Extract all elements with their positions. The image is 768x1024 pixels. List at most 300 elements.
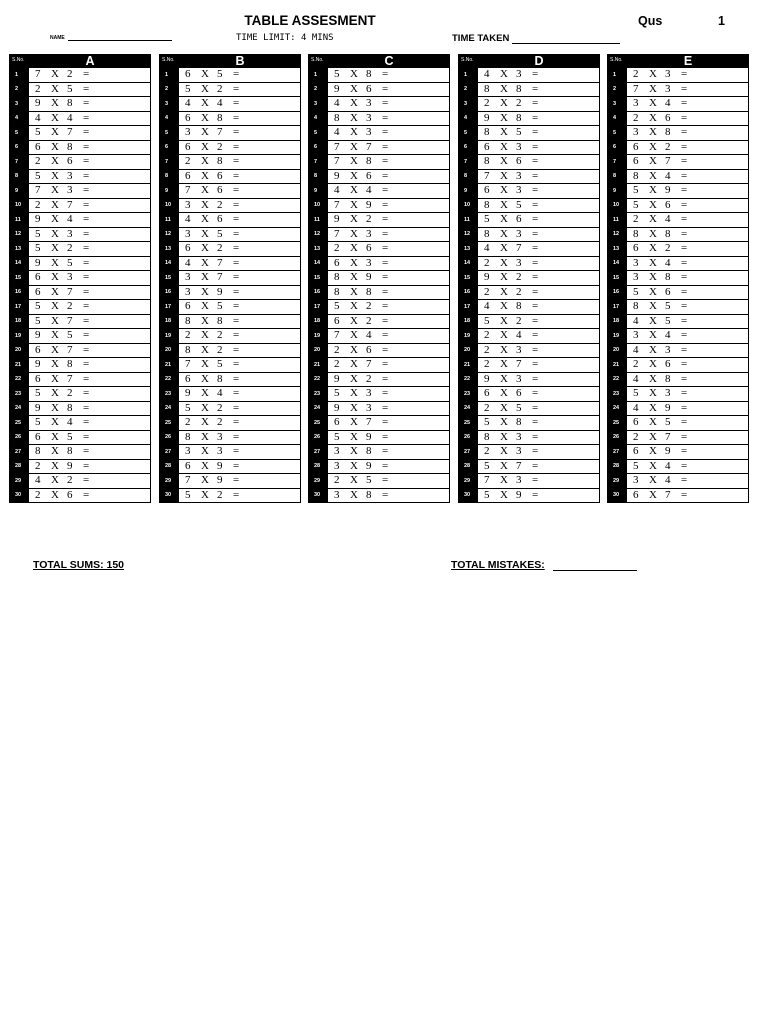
serial-number: 12 [458, 228, 478, 242]
times-sign: X [500, 430, 508, 443]
question-cell[interactable] [627, 474, 749, 488]
equals-sign: = [83, 271, 90, 283]
equals-sign: = [681, 358, 688, 370]
equals-sign: = [382, 169, 389, 182]
question-cell[interactable] [627, 416, 749, 430]
question-cell[interactable] [627, 97, 749, 111]
question-row [308, 358, 450, 373]
times-sign: X [201, 242, 209, 254]
multiplier: 7 [67, 126, 73, 138]
times-sign: X [350, 488, 358, 501]
equals-sign: = [382, 97, 389, 109]
question-cell[interactable] [478, 257, 600, 271]
question-cell[interactable] [29, 329, 151, 343]
question-cell[interactable] [328, 315, 450, 329]
multiplicand: 5 [185, 488, 191, 501]
serial-number: 21 [9, 358, 29, 372]
multiplicand: 3 [185, 445, 191, 457]
question-cell[interactable] [328, 300, 450, 314]
question-cell[interactable] [29, 141, 151, 155]
multiplier: 3 [366, 256, 372, 269]
question-row [9, 155, 151, 170]
question-cell[interactable] [627, 83, 749, 97]
question-cell[interactable] [478, 242, 600, 256]
question-row [159, 97, 301, 112]
multiplier: 8 [217, 314, 223, 327]
question-cell[interactable] [179, 257, 301, 271]
multiplicand: 9 [35, 256, 41, 269]
question-cell[interactable] [627, 228, 749, 242]
question-cell[interactable] [627, 257, 749, 271]
qus-number: 1 [718, 14, 725, 28]
question-cell[interactable] [478, 199, 600, 213]
question-cell[interactable] [328, 387, 450, 401]
equals-sign: = [382, 343, 389, 356]
serial-number: 17 [159, 300, 179, 314]
question-cell[interactable] [179, 286, 301, 300]
time-taken-label: TIME TAKEN [452, 33, 510, 44]
serial-number: 15 [607, 271, 627, 285]
equals-sign: = [532, 474, 539, 486]
multiplier: 6 [366, 82, 372, 95]
multiplier: 6 [665, 111, 671, 124]
times-sign: X [500, 459, 508, 472]
serial-number: 18 [458, 315, 478, 329]
question-cell[interactable] [328, 460, 450, 474]
multiplicand: 2 [484, 285, 490, 298]
equals-sign: = [532, 445, 539, 457]
multiplier: 5 [516, 401, 522, 414]
question-cell[interactable] [179, 489, 301, 503]
question-row [607, 344, 749, 359]
question-cell[interactable] [478, 416, 600, 430]
question-cell[interactable] [29, 344, 151, 358]
multiplier: 6 [217, 169, 223, 182]
question-row [9, 141, 151, 156]
question-cell[interactable] [179, 300, 301, 314]
question-cell[interactable] [29, 286, 151, 300]
column-a [9, 54, 151, 503]
question-row [159, 431, 301, 446]
multiplicand: 8 [484, 82, 490, 95]
multiplicand: 8 [185, 314, 191, 327]
equals-sign: = [83, 358, 90, 370]
question-cell[interactable] [627, 300, 749, 314]
times-sign: X [500, 329, 508, 341]
question-cell[interactable] [627, 373, 749, 387]
equals-sign: = [382, 256, 389, 269]
question-cell[interactable] [478, 184, 600, 198]
question-cell[interactable] [179, 416, 301, 430]
question-cell[interactable] [179, 402, 301, 416]
question-cell[interactable] [179, 387, 301, 401]
times-sign: X [51, 126, 59, 138]
multiplicand: 5 [35, 227, 41, 240]
serial-number: 11 [159, 213, 179, 227]
question-cell[interactable] [478, 387, 600, 401]
question-cell[interactable] [29, 126, 151, 140]
question-cell[interactable] [627, 155, 749, 169]
multiplicand: 3 [633, 97, 639, 109]
times-sign: X [51, 401, 59, 414]
question-cell[interactable] [29, 416, 151, 430]
question-cell[interactable] [478, 474, 600, 488]
equals-sign: = [233, 358, 240, 370]
question-cell[interactable] [29, 402, 151, 416]
question-cell[interactable] [328, 242, 450, 256]
question-cell[interactable] [29, 199, 151, 213]
question-cell[interactable] [328, 431, 450, 445]
name-label: NAME [50, 35, 65, 41]
serial-number: 12 [607, 228, 627, 242]
multiplier: 4 [217, 387, 223, 399]
question-cell[interactable] [179, 431, 301, 445]
question-cell[interactable] [627, 199, 749, 213]
question-cell[interactable] [179, 170, 301, 184]
question-cell[interactable] [478, 155, 600, 169]
question-cell[interactable] [328, 141, 450, 155]
question-cell[interactable] [179, 155, 301, 169]
question-cell[interactable] [328, 373, 450, 387]
times-sign: X [201, 111, 209, 124]
question-cell[interactable] [478, 460, 600, 474]
times-sign: X [201, 97, 209, 109]
question-cell[interactable] [478, 97, 600, 111]
multiplicand: 2 [35, 155, 41, 167]
equals-sign: = [532, 300, 539, 312]
times-sign: X [649, 358, 657, 370]
equals-sign: = [681, 401, 688, 414]
equals-sign: = [532, 140, 539, 153]
question-cell[interactable] [328, 402, 450, 416]
multiplier: 2 [665, 242, 671, 254]
question-cell[interactable] [328, 286, 450, 300]
serial-number: 19 [9, 329, 29, 343]
question-cell[interactable] [29, 213, 151, 227]
question-cell[interactable] [179, 83, 301, 97]
equals-sign: = [83, 155, 90, 167]
multiplicand: 8 [185, 343, 191, 356]
question-cell[interactable] [29, 170, 151, 184]
question-cell[interactable] [478, 83, 600, 97]
question-cell[interactable] [627, 126, 749, 140]
equals-sign: = [83, 68, 90, 80]
question-cell[interactable] [627, 184, 749, 198]
question-cell[interactable] [627, 170, 749, 184]
question-row [607, 228, 749, 243]
question-cell[interactable] [179, 373, 301, 387]
question-cell[interactable] [29, 83, 151, 97]
question-cell[interactable] [328, 170, 450, 184]
column-header [9, 54, 151, 68]
question-row [458, 315, 600, 330]
column-e [607, 54, 749, 503]
question-cell[interactable] [29, 155, 151, 169]
times-sign: X [350, 387, 358, 399]
question-cell[interactable] [328, 97, 450, 111]
multiplier: 3 [516, 184, 522, 196]
times-sign: X [201, 198, 209, 211]
times-sign: X [51, 387, 59, 399]
question-cell[interactable] [29, 474, 151, 488]
question-cell[interactable] [328, 184, 450, 198]
question-cell[interactable] [29, 271, 151, 285]
question-cell[interactable] [627, 344, 749, 358]
times-sign: X [500, 401, 508, 414]
equals-sign: = [233, 416, 240, 428]
equals-sign: = [233, 271, 240, 283]
question-cell[interactable] [179, 68, 301, 82]
question-row [9, 83, 151, 98]
multiplier: 7 [67, 198, 73, 211]
question-row [458, 300, 600, 315]
question-cell[interactable] [328, 68, 450, 82]
question-cell[interactable] [478, 271, 600, 285]
multiplicand: 2 [633, 430, 639, 443]
column-header [458, 54, 600, 68]
question-cell[interactable] [627, 286, 749, 300]
question-cell[interactable] [29, 373, 151, 387]
question-cell[interactable] [627, 68, 749, 82]
question-cell[interactable] [328, 271, 450, 285]
question-cell[interactable] [179, 344, 301, 358]
equals-sign: = [382, 387, 389, 399]
equals-sign: = [382, 227, 389, 240]
question-cell[interactable] [478, 126, 600, 140]
question-cell[interactable] [478, 300, 600, 314]
question-cell[interactable] [179, 97, 301, 111]
question-cell[interactable] [627, 358, 749, 372]
question-cell[interactable] [179, 315, 301, 329]
times-sign: X [649, 256, 657, 269]
question-row [159, 83, 301, 98]
question-row [458, 112, 600, 127]
multiplicand: 6 [35, 140, 41, 153]
question-cell[interactable] [29, 242, 151, 256]
multiplicand: 2 [185, 416, 191, 428]
question-cell[interactable] [627, 213, 749, 227]
question-cell[interactable] [478, 489, 600, 503]
question-cell[interactable] [328, 358, 450, 372]
serial-number: 23 [458, 387, 478, 401]
serial-number: 8 [308, 170, 328, 184]
question-cell[interactable] [478, 358, 600, 372]
equals-sign: = [382, 82, 389, 95]
question-cell[interactable] [179, 358, 301, 372]
question-cell[interactable] [328, 126, 450, 140]
question-cell[interactable] [478, 213, 600, 227]
question-cell[interactable] [627, 387, 749, 401]
serial-number: 20 [607, 344, 627, 358]
serial-number: 16 [308, 286, 328, 300]
times-sign: X [51, 300, 59, 312]
question-cell[interactable] [29, 358, 151, 372]
multiplier: 9 [665, 401, 671, 414]
times-sign: X [201, 314, 209, 327]
multiplicand: 2 [334, 358, 340, 370]
multiplicand: 8 [35, 445, 41, 457]
serial-number: 3 [458, 97, 478, 111]
question-cell[interactable] [328, 112, 450, 126]
question-row [458, 242, 600, 257]
times-sign: X [500, 227, 508, 240]
multiplicand: 5 [35, 242, 41, 254]
multiplicand: 7 [334, 329, 340, 341]
question-cell[interactable] [179, 141, 301, 155]
question-cell[interactable] [29, 387, 151, 401]
question-cell[interactable] [627, 431, 749, 445]
question-cell[interactable] [478, 315, 600, 329]
question-cell[interactable] [179, 271, 301, 285]
equals-sign: = [681, 140, 688, 153]
question-cell[interactable] [29, 97, 151, 111]
question-cell[interactable] [627, 460, 749, 474]
question-row [9, 112, 151, 127]
question-cell[interactable] [29, 431, 151, 445]
question-cell[interactable] [328, 83, 450, 97]
serial-number: 15 [308, 271, 328, 285]
question-cell[interactable] [478, 402, 600, 416]
serial-number: 1 [607, 68, 627, 82]
multiplier: 3 [665, 68, 671, 80]
question-cell[interactable] [29, 257, 151, 271]
question-cell[interactable] [179, 228, 301, 242]
multiplier: 6 [665, 358, 671, 370]
question-cell[interactable] [328, 213, 450, 227]
question-row [9, 344, 151, 359]
column-header [159, 54, 301, 68]
serial-number: 16 [607, 286, 627, 300]
equals-sign: = [233, 256, 240, 269]
question-cell[interactable] [179, 112, 301, 126]
question-cell[interactable] [627, 489, 749, 503]
question-cell[interactable] [478, 141, 600, 155]
question-cell[interactable] [29, 315, 151, 329]
serial-number: 23 [607, 387, 627, 401]
question-cell[interactable] [328, 489, 450, 503]
question-cell[interactable] [328, 329, 450, 343]
multiplier: 3 [366, 401, 372, 414]
question-cell[interactable] [328, 155, 450, 169]
question-cell[interactable] [328, 474, 450, 488]
multiplier: 2 [665, 140, 671, 153]
question-cell[interactable] [478, 170, 600, 184]
question-cell[interactable] [627, 242, 749, 256]
serial-number: 9 [607, 184, 627, 198]
question-cell[interactable] [179, 199, 301, 213]
column-letter: A [85, 54, 95, 68]
equals-sign: = [233, 329, 240, 341]
question-cell[interactable] [627, 315, 749, 329]
column-b [159, 54, 301, 503]
question-cell[interactable] [627, 329, 749, 343]
question-row [607, 300, 749, 315]
question-cell[interactable] [179, 474, 301, 488]
question-cell[interactable] [179, 213, 301, 227]
question-cell[interactable] [627, 271, 749, 285]
multiplier: 4 [67, 213, 73, 225]
question-cell[interactable] [29, 68, 151, 82]
question-cell[interactable] [179, 329, 301, 343]
times-sign: X [350, 372, 358, 385]
times-sign: X [649, 213, 657, 225]
serial-number: 27 [159, 445, 179, 459]
question-cell[interactable] [328, 228, 450, 242]
question-cell[interactable] [29, 228, 151, 242]
question-cell[interactable] [179, 460, 301, 474]
question-cell[interactable] [29, 112, 151, 126]
question-cell[interactable] [29, 445, 151, 459]
question-cell[interactable] [478, 228, 600, 242]
serial-number: 6 [159, 141, 179, 155]
question-cell[interactable] [328, 445, 450, 459]
multiplier: 9 [516, 488, 522, 501]
serial-number: 10 [9, 199, 29, 213]
serial-number: 20 [159, 344, 179, 358]
question-row [9, 286, 151, 301]
times-sign: X [51, 256, 59, 269]
question-cell[interactable] [478, 431, 600, 445]
question-cell[interactable] [328, 344, 450, 358]
question-cell[interactable] [478, 445, 600, 459]
question-cell[interactable] [179, 126, 301, 140]
question-row [159, 199, 301, 214]
question-cell[interactable] [179, 445, 301, 459]
question-cell[interactable] [478, 68, 600, 82]
question-cell[interactable] [29, 300, 151, 314]
question-cell[interactable] [478, 344, 600, 358]
multiplier: 8 [366, 155, 372, 167]
question-cell[interactable] [627, 402, 749, 416]
question-cell[interactable] [627, 141, 749, 155]
sheet-title: TABLE ASSESMENT [244, 13, 376, 28]
serial-number: 7 [607, 155, 627, 169]
question-cell[interactable] [29, 460, 151, 474]
equals-sign: = [233, 97, 240, 109]
serial-number: 25 [308, 416, 328, 430]
question-cell[interactable] [328, 257, 450, 271]
times-sign: X [350, 68, 358, 80]
time-limit: TIME LIMIT: 4 MINS [236, 33, 334, 43]
multiplier: 9 [665, 184, 671, 196]
question-cell[interactable] [478, 112, 600, 126]
serial-number: 14 [308, 257, 328, 271]
question-cell[interactable] [328, 416, 450, 430]
multiplicand: 5 [633, 387, 639, 399]
multiplicand: 5 [334, 430, 340, 443]
multiplier: 2 [366, 300, 372, 312]
question-cell[interactable] [627, 445, 749, 459]
equals-sign: = [681, 184, 688, 196]
question-cell[interactable] [29, 184, 151, 198]
equals-sign: = [532, 155, 539, 167]
column-letter: E [683, 54, 693, 68]
times-sign: X [350, 474, 358, 486]
question-row [9, 358, 151, 373]
question-cell[interactable] [328, 199, 450, 213]
equals-sign: = [83, 401, 90, 414]
multiplier: 8 [665, 126, 671, 138]
times-sign: X [51, 213, 59, 225]
question-cell[interactable] [29, 489, 151, 503]
question-cell[interactable] [627, 112, 749, 126]
question-cell[interactable] [179, 184, 301, 198]
question-cell[interactable] [179, 242, 301, 256]
question-cell[interactable] [478, 286, 600, 300]
equals-sign: = [532, 126, 539, 138]
question-cell[interactable] [478, 373, 600, 387]
question-cell[interactable] [478, 329, 600, 343]
